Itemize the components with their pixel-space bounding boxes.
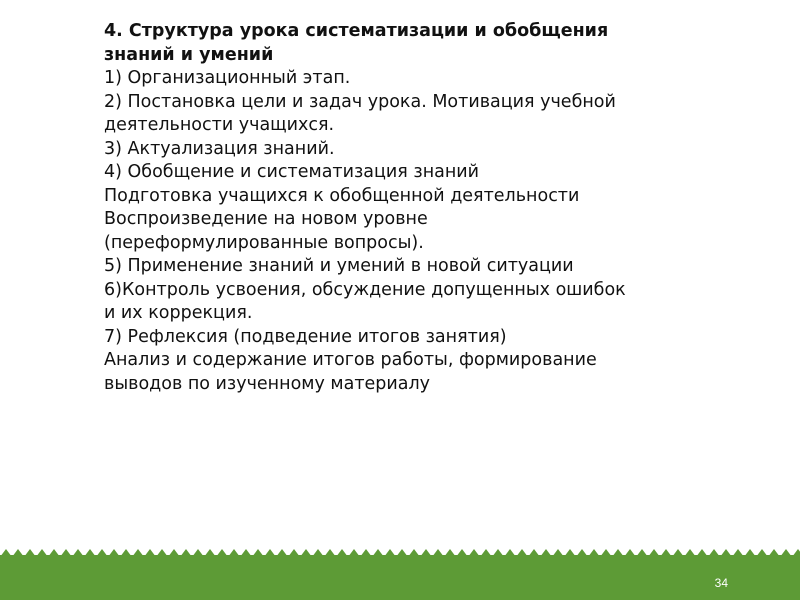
page-number: 34 xyxy=(714,576,728,590)
text-line: (переформулированные вопросы). xyxy=(104,232,424,253)
text-line: и их коррекция. xyxy=(104,303,253,323)
text-line: Анализ и содержание итогов работы, формирование xyxy=(104,350,597,370)
text-line: 4) Обобщение и систематизация знаний xyxy=(104,162,480,182)
text-line: 5) Применение знаний и умений в новой ситуации xyxy=(104,256,574,276)
footer-bar xyxy=(0,555,800,600)
text-line: Подготовка учащихся к обобщенной деятельности xyxy=(104,185,580,206)
text-line: 2) Постановка цели и задач урока. Мотивация учебной xyxy=(104,91,616,112)
text-line: выводов по изученному материалу xyxy=(104,373,431,394)
text-line: Воспроизведение на новом уровне xyxy=(104,209,428,229)
text-line: деятельности учащихся. xyxy=(104,115,335,135)
text-line: 6)Контроль усвоения, обсуждение допущенных ошибок xyxy=(104,279,626,300)
text-line: 1) Организационный этап. xyxy=(104,68,351,88)
text-line: 3) Актуализация знаний. xyxy=(104,138,335,159)
text-line: 7) Рефлексия (подведение итогов занятия) xyxy=(104,326,507,347)
slide-content xyxy=(104,20,764,396)
slide-title-line-1: 4. Структура урока систематизации и обобщения xyxy=(104,21,609,41)
slide-title-line-2: знаний и умений xyxy=(104,44,274,65)
